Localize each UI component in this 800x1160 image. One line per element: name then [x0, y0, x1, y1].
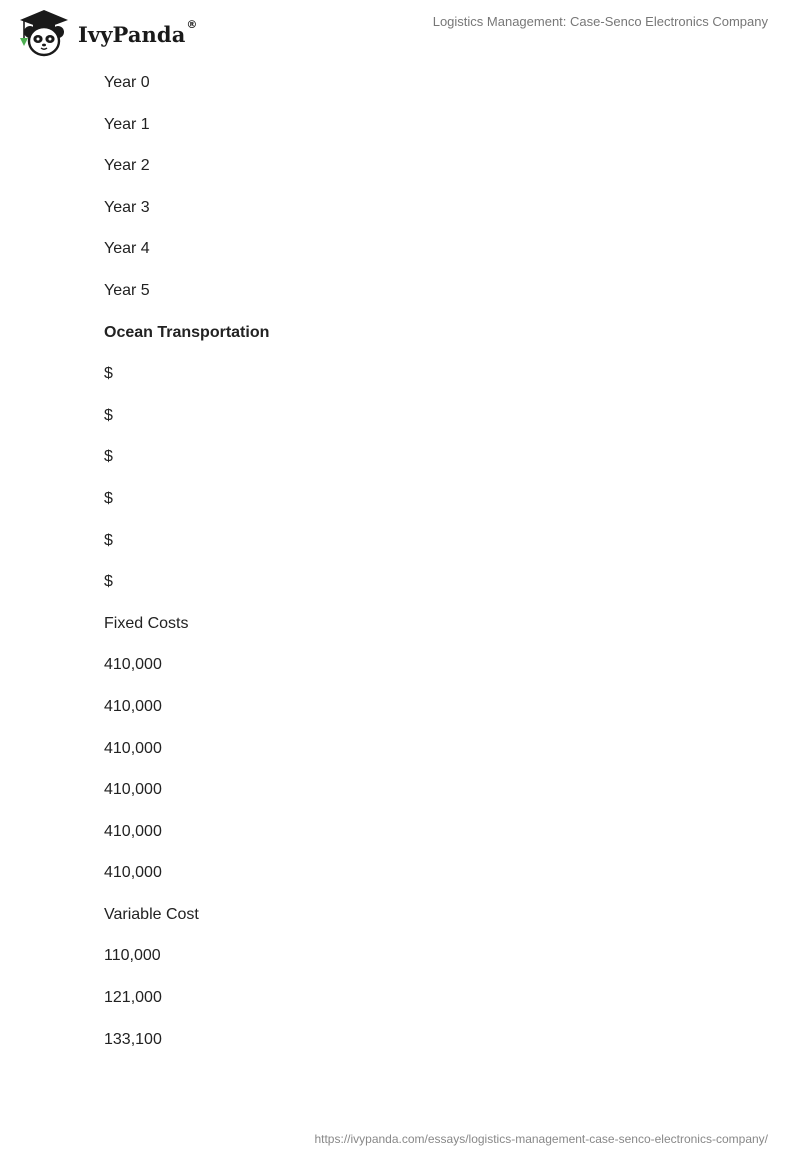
- table-cell: 410,000: [104, 822, 162, 840]
- table-cell: Year 0: [104, 74, 150, 91]
- table-cell: Fixed Costs: [104, 614, 189, 632]
- brand-name: IvyPanda: [78, 21, 186, 47]
- table-cell: $: [104, 448, 113, 466]
- table-cell: 410,000: [104, 781, 162, 799]
- section-heading: Ocean Transportation: [104, 323, 270, 341]
- table-cell: 410,000: [104, 739, 162, 757]
- table-cell: Year 3: [104, 198, 150, 216]
- table-cell: $: [104, 406, 113, 424]
- registered-mark: ®: [186, 17, 198, 31]
- panda-graduate-icon: [16, 8, 72, 58]
- source-url[interactable]: https://ivypanda.com/essays/logistics-management-case-senco-electronics-company/: [314, 1132, 768, 1146]
- table-cell: 133,100: [104, 1030, 162, 1048]
- table-cell: $: [104, 365, 113, 383]
- table-cell: $: [104, 531, 113, 549]
- table-cell: Year 4: [104, 240, 150, 258]
- table-cell: $: [104, 573, 113, 591]
- table-content: [104, 72, 744, 1070]
- table-cell: 410,000: [104, 697, 162, 715]
- table-cell: Year 5: [104, 281, 150, 299]
- table-cell: Year 1: [104, 115, 150, 133]
- table-cell: $: [104, 489, 113, 507]
- table-cell: 121,000: [104, 989, 162, 1007]
- ivypanda-logo[interactable]: [16, 8, 197, 58]
- table-cell: 410,000: [104, 864, 162, 882]
- document-title: Logistics Management: Case-Senco Electronics Company: [432, 14, 768, 29]
- table-cell: Variable Cost: [104, 905, 199, 923]
- table-cell: 410,000: [104, 656, 162, 674]
- table-cell: 110,000: [104, 947, 161, 965]
- table-cell: Year 2: [104, 157, 150, 175]
